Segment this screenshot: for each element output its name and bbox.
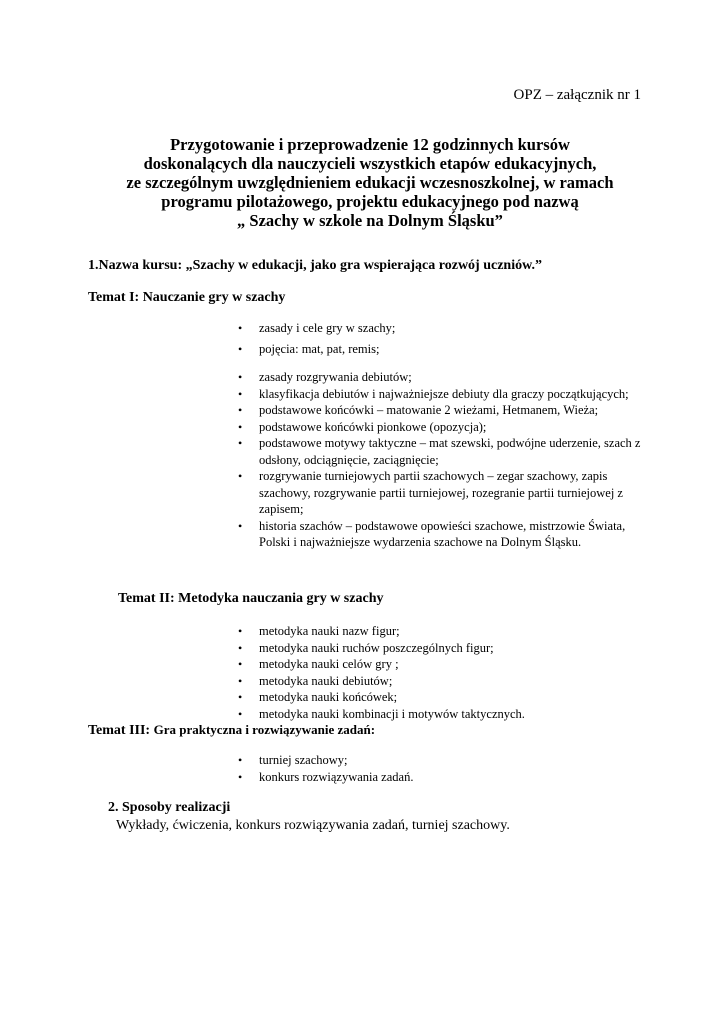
- list-item: • pojęcia: mat, pat, remis;: [238, 341, 380, 356]
- list-item: • metodyka nauki kombinacji i motywów taktycznych.: [238, 706, 525, 721]
- bullet-icon: •: [238, 657, 243, 671]
- bullet-icon: •: [238, 386, 243, 401]
- list-item: • turniej szachowy;: [238, 753, 348, 767]
- bullet-icon: •: [238, 341, 243, 356]
- list-item: • metodyka nauki celów gry ;: [238, 657, 399, 671]
- bullet-icon: •: [238, 419, 243, 434]
- list-item: • metodyka nauki debiutów;: [238, 673, 393, 688]
- topic-1-list-b: [234, 369, 654, 551]
- list-item: • historia szachów – podstawowe opowieści szachowe, mistrzowie Świata, Polski i najważniejsze wydarzenia szachowe na Dolnym Śląsku.: [238, 518, 626, 549]
- list-item: • konkurs rozwiązywania zadań.: [238, 769, 414, 784]
- bullet-icon: •: [238, 403, 243, 417]
- bullet-icon: •: [238, 673, 243, 688]
- attachment-reference: OPZ – załącznik nr 1: [513, 87, 641, 103]
- bullet-icon: •: [238, 469, 243, 483]
- bullet-icon: •: [238, 370, 243, 384]
- title-line: ze szczególnym uwzględnieniem edukacji wczesnoszkolnej, w ramach: [126, 173, 614, 192]
- topic-3-subtitle: Gra praktyczna i rozwiązywanie zadań:: [153, 722, 376, 737]
- document-title: [90, 135, 650, 230]
- topic-1-list-a: [234, 320, 654, 357]
- bullet-icon: •: [238, 321, 243, 335]
- bullet-icon: •: [238, 640, 243, 655]
- topic-2-list: [234, 623, 654, 722]
- topic-3-label: Temat III:: [88, 723, 151, 738]
- list-item: • zasady rozgrywania debiutów;: [238, 370, 412, 384]
- section-2-heading: 2. Sposoby realizacji: [108, 800, 231, 815]
- bullet-icon: •: [238, 624, 243, 638]
- list-item: • podstawowe motywy taktyczne – mat szewski, podwójne uderzenie, szach z odsłony, odciągnięcie, zaciągnięcie;: [238, 436, 641, 467]
- section-2-body: Wykłady, ćwiczenia, konkurs rozwiązywania zadań, turniej szachowy.: [116, 818, 510, 833]
- title-line: „ Szachy w szkole na Dolnym Śląsku”: [237, 211, 503, 230]
- bullet-icon: •: [238, 753, 243, 767]
- list-item: • metodyka nauki ruchów poszczególnych figur;: [238, 640, 494, 655]
- bullet-icon: •: [238, 518, 243, 533]
- title-line: Przygotowanie i przeprowadzenie 12 godzinnych kursów: [170, 135, 570, 154]
- title-line: doskonalących dla nauczycieli wszystkich etapów edukacyjnych,: [143, 154, 597, 173]
- topic-3-heading: [88, 722, 375, 739]
- list-item: • metodyka nauki końcówek;: [238, 690, 398, 704]
- topic-2-heading: Temat II: Metodyka nauczania gry w szachy: [118, 591, 384, 606]
- list-item: • podstawowe końcówki pionkowe (opozycja);: [238, 419, 487, 434]
- title-line: programu pilotażowego, projektu edukacyjnego pod nazwą: [161, 192, 579, 211]
- list-item: • klasyfikacja debiutów i najważniejsze debiuty dla graczy początkujących;: [238, 386, 629, 401]
- bullet-icon: •: [238, 706, 243, 721]
- list-item: • zasady i cele gry w szachy;: [238, 321, 396, 335]
- topic-1-heading: Temat I: Nauczanie gry w szachy: [88, 290, 286, 305]
- bullet-icon: •: [238, 690, 243, 704]
- bullet-icon: •: [238, 769, 243, 784]
- list-item: • podstawowe końcówki – matowanie 2 wieżami, Hetmanem, Wieża;: [238, 403, 599, 417]
- list-item: • rozgrywanie turniejowych partii szachowych – zegar szachowy, zapis szachowy, rozgrywanie partii turniejowej, rozegranie partii turniejowej z zapisem;: [238, 469, 623, 516]
- list-item: • metodyka nauki nazw figur;: [238, 624, 400, 638]
- course-name: 1.Nazwa kursu: „Szachy w edukacji, jako gra wspierająca rozwój uczniów.”: [88, 258, 542, 273]
- bullet-icon: •: [238, 436, 243, 450]
- topic-3-list: [234, 752, 654, 785]
